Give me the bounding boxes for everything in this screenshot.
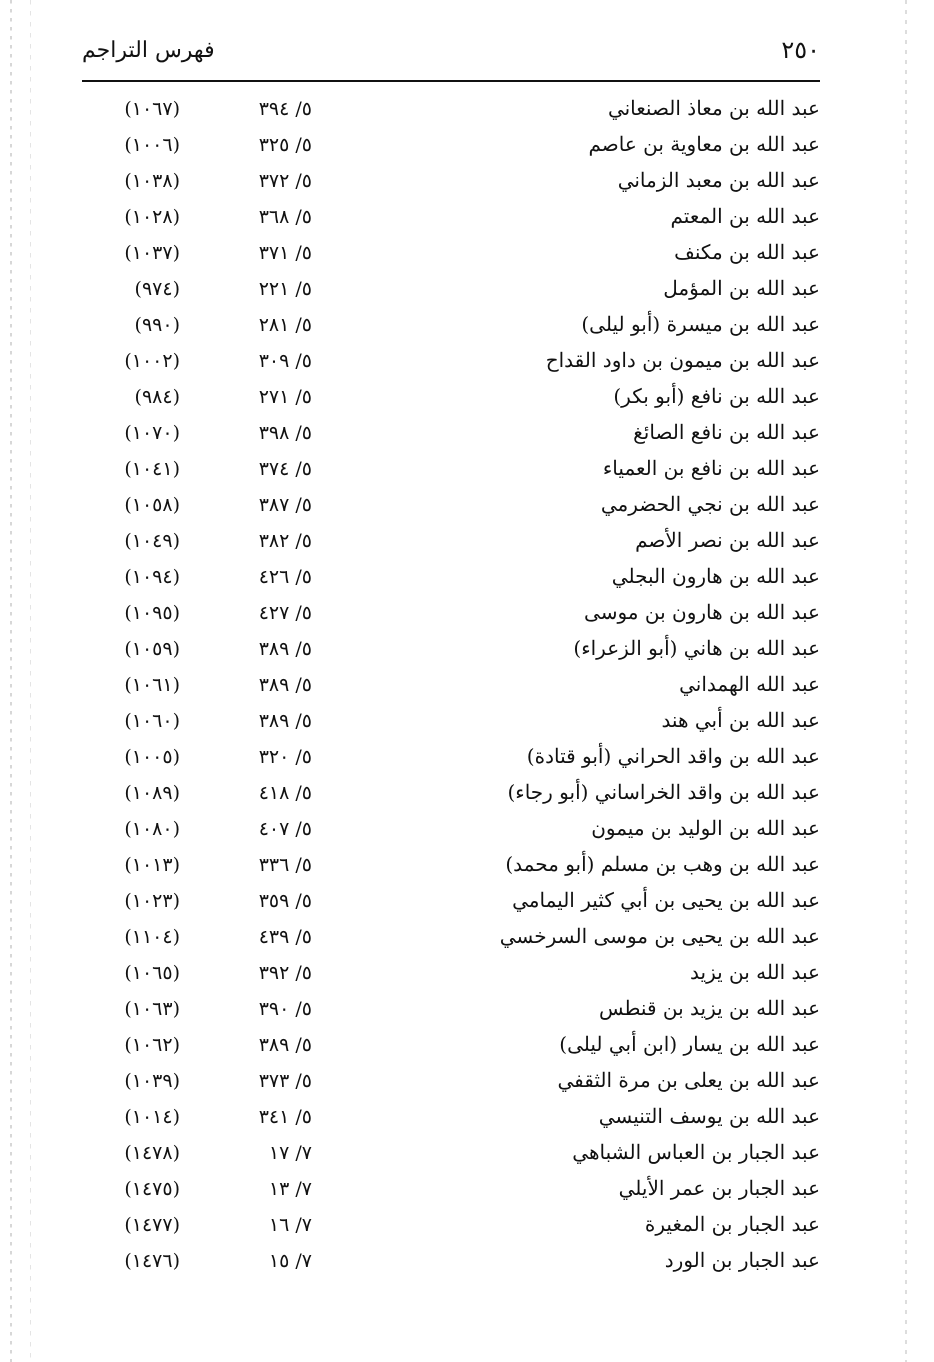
entry-name: عبد الله بن الوليد بن ميمون: [591, 816, 820, 840]
entry-number: (١٠٠٢): [124, 350, 180, 372]
entry-number: (١٠٥٩): [124, 638, 180, 660]
entry-volume-page: ٥/ ٣٨٩: [258, 1034, 312, 1056]
page-title: فهرس التراجم: [82, 38, 215, 63]
index-entry: [82, 1066, 820, 1102]
entry-number: (٩٩٠): [134, 314, 180, 336]
index-entry: [82, 850, 820, 886]
entry-number: (١٠٢٨): [124, 206, 180, 228]
entry-number: (١٠٠٦): [124, 134, 180, 156]
entry-number: (١٠٤٩): [124, 530, 180, 552]
index-entry: [82, 670, 820, 706]
entry-volume-page: ٥/ ٣٨٩: [258, 710, 312, 732]
entry-volume-page: ٥/ ٤٢٧: [258, 602, 312, 624]
entry-volume-page: ٧/ ١٥: [268, 1250, 312, 1272]
entry-number: (١٠٣٩): [124, 1070, 180, 1092]
entry-volume-page: ٥/ ٣٩٨: [258, 422, 312, 444]
entry-number: (٩٧٤): [134, 278, 180, 300]
entry-volume-page: ٥/ ٣٤١: [258, 1106, 312, 1128]
index-entry: [82, 1102, 820, 1138]
entry-number: (١٠٢٣): [124, 890, 180, 912]
entry-number: (١٠١٤): [124, 1106, 180, 1128]
entry-number: (١٠٦٣): [124, 998, 180, 1020]
entry-name: عبد الله بن يحيى بن موسى السرخسي: [499, 924, 820, 948]
index-entry: [82, 166, 820, 202]
entry-name: عبد الله بن معاوية بن عاصم: [588, 132, 820, 156]
entry-name: عبد الله بن مكنف: [674, 240, 820, 264]
entry-volume-page: ٥/ ٣٨٩: [258, 638, 312, 660]
entry-name: عبد الله بن هارون البجلي: [611, 564, 820, 588]
scan-artifact-right: [905, 0, 907, 1362]
index-entry: [82, 778, 820, 814]
scan-artifact-left-inner: [30, 0, 31, 1362]
index-entry: [82, 634, 820, 670]
entry-name: عبد الجبار بن الورد: [664, 1248, 820, 1272]
entry-number: (١٠٣٨): [124, 170, 180, 192]
index-entry: [82, 490, 820, 526]
index-entry: [82, 418, 820, 454]
entry-volume-page: ٥/ ٣٨٧: [258, 494, 312, 516]
index-entry: [82, 274, 820, 310]
entry-volume-page: ٥/ ٣٧٣: [258, 1070, 312, 1092]
entry-name: عبد الله الهمداني: [679, 672, 820, 696]
index-entry: [82, 238, 820, 274]
entry-volume-page: ٥/ ٢٨١: [258, 314, 312, 336]
entry-volume-page: ٥/ ٣٩٤: [258, 98, 312, 120]
entry-volume-page: ٥/ ٢٢١: [258, 278, 312, 300]
index-entry: [82, 994, 820, 1030]
entry-name: عبد الله بن هارون بن موسى: [584, 600, 820, 624]
index-entry: [82, 454, 820, 490]
entry-number: (١٠٦٧): [124, 98, 180, 120]
entry-number: (١٠٦٠): [124, 710, 180, 732]
entry-volume-page: ٥/ ٣٧٢: [258, 170, 312, 192]
entry-name: عبد الله بن واقد الخراساني (أبو رجاء): [507, 780, 820, 804]
entry-name: عبد الله بن وهب بن مسلم (أبو محمد): [505, 852, 820, 876]
entry-volume-page: ٧/ ١٧: [268, 1142, 312, 1164]
entry-volume-page: ٥/ ٣٠٩: [258, 350, 312, 372]
page-number: ٢٥٠: [781, 36, 820, 64]
entry-volume-page: ٥/ ٤٠٧: [258, 818, 312, 840]
index-entry: [82, 562, 820, 598]
entry-name: عبد الله بن ميسرة (أبو ليلى): [581, 312, 820, 336]
entry-name: عبد الله بن معبد الزماني: [617, 168, 820, 192]
entry-name: عبد الله بن يعلى بن مرة الثقفي: [557, 1068, 820, 1092]
entry-volume-page: ٥/ ٣٩٢: [258, 962, 312, 984]
entry-number: (١٠٠٥): [124, 746, 180, 768]
entry-name: عبد الله بن يسار (ابن أبي ليلى): [559, 1032, 820, 1056]
entry-name: عبد الله بن نافع الصائغ: [633, 420, 820, 444]
entry-volume-page: ٥/ ٣٦٨: [258, 206, 312, 228]
entry-name: عبد الله بن نصر الأصم: [635, 528, 820, 552]
entry-name: عبد الله بن يزيد بن قنطس: [599, 996, 820, 1020]
entry-volume-page: ٥/ ٤١٨: [258, 782, 312, 804]
index-entry: [82, 706, 820, 742]
index-entry: [82, 346, 820, 382]
index-entry: [82, 742, 820, 778]
entry-volume-page: ٥/ ٣٣٦: [258, 854, 312, 876]
index-entry: [82, 94, 820, 130]
entry-volume-page: ٥/ ٣٩٠: [258, 998, 312, 1020]
entry-name: عبد الله بن يزيد: [690, 960, 820, 984]
entry-name: عبد الله بن يوسف التنيسي: [598, 1104, 820, 1128]
entry-number: (١٤٧٦): [124, 1250, 180, 1272]
index-entry: [82, 814, 820, 850]
entry-volume-page: ٥/ ٣٧١: [258, 242, 312, 264]
entry-name: عبد الجبار بن العباس الشباهي: [572, 1140, 820, 1164]
entry-volume-page: ٥/ ٤٣٩: [258, 926, 312, 948]
page-header: [82, 28, 820, 78]
index-entry: [82, 382, 820, 418]
entry-number: (١٠٥٨): [124, 494, 180, 516]
entry-number: (١٠٦٢): [124, 1034, 180, 1056]
entry-number: (١٤٧٨): [124, 1142, 180, 1164]
index-entry: [82, 526, 820, 562]
entry-number: (١٤٧٧): [124, 1214, 180, 1236]
entry-name: عبد الله بن هاني (أبو الزعراء): [573, 636, 820, 660]
index-entry: [82, 130, 820, 166]
index-entry: [82, 202, 820, 238]
index-entry: [82, 1246, 820, 1282]
entry-name: عبد الله بن ميمون بن داود القداح: [545, 348, 820, 372]
entry-name: عبد الله بن نافع بن العمياء: [602, 456, 820, 480]
entry-volume-page: ٥/ ٣٥٩: [258, 890, 312, 912]
entry-number: (١٠٩٥): [124, 602, 180, 624]
entry-name: عبد الله بن يحيى بن أبي كثير اليمامي: [512, 888, 820, 912]
entry-volume-page: ٥/ ٣٧٤: [258, 458, 312, 480]
entry-volume-page: ٧/ ١٣: [268, 1178, 312, 1200]
index-entry: [82, 598, 820, 634]
entry-name: عبد الله بن واقد الحراني (أبو قتادة): [526, 744, 820, 768]
entry-volume-page: ٧/ ١٦: [268, 1214, 312, 1236]
index-entry: [82, 1138, 820, 1174]
index-entry: [82, 1030, 820, 1066]
entry-name: عبد الجبار بن المغيرة: [644, 1212, 820, 1236]
entry-number: (١٠٨٠): [124, 818, 180, 840]
entry-volume-page: ٥/ ٣٨٩: [258, 674, 312, 696]
entry-number: (٩٨٤): [134, 386, 180, 408]
entry-volume-page: ٥/ ٣٢٠: [258, 746, 312, 768]
entry-name: عبد الله بن نجي الحضرمي: [600, 492, 820, 516]
entry-volume-page: ٥/ ٤٢٦: [258, 566, 312, 588]
entry-volume-page: ٥/ ٣٢٥: [258, 134, 312, 156]
entry-name: عبد الله بن أبي هند: [661, 708, 820, 732]
index-entry: [82, 958, 820, 994]
index-entry: [82, 886, 820, 922]
entry-number: (١٠٩٤): [124, 566, 180, 588]
entry-number: (١٤٧٥): [124, 1178, 180, 1200]
entry-name: عبد الله بن معاذ الصنعاني: [607, 96, 820, 120]
index-entry: [82, 922, 820, 958]
entry-number: (١٠٤١): [124, 458, 180, 480]
entry-volume-page: ٥/ ٢٧١: [258, 386, 312, 408]
entry-name: عبد الله بن المعتم: [670, 204, 820, 228]
entry-name: عبد الجبار بن عمر الأيلي: [618, 1176, 820, 1200]
entry-number: (١١٠٤): [124, 926, 180, 948]
entry-number: (١٠٣٧): [124, 242, 180, 264]
scan-artifact-left: [10, 0, 12, 1362]
entry-name: عبد الله بن المؤمل: [663, 276, 820, 300]
index-entry: [82, 310, 820, 346]
header-rule: [82, 80, 820, 82]
index-entry: [82, 1210, 820, 1246]
entry-number: (١٠٨٩): [124, 782, 180, 804]
index-entries: [82, 94, 820, 1282]
entry-number: (١٠١٣): [124, 854, 180, 876]
index-entry: [82, 1174, 820, 1210]
entry-number: (١٠٦١): [124, 674, 180, 696]
entry-volume-page: ٥/ ٣٨٢: [258, 530, 312, 552]
entry-number: (١٠٦٥): [124, 962, 180, 984]
entry-number: (١٠٧٠): [124, 422, 180, 444]
entry-name: عبد الله بن نافع (أبو بكر): [613, 384, 820, 408]
